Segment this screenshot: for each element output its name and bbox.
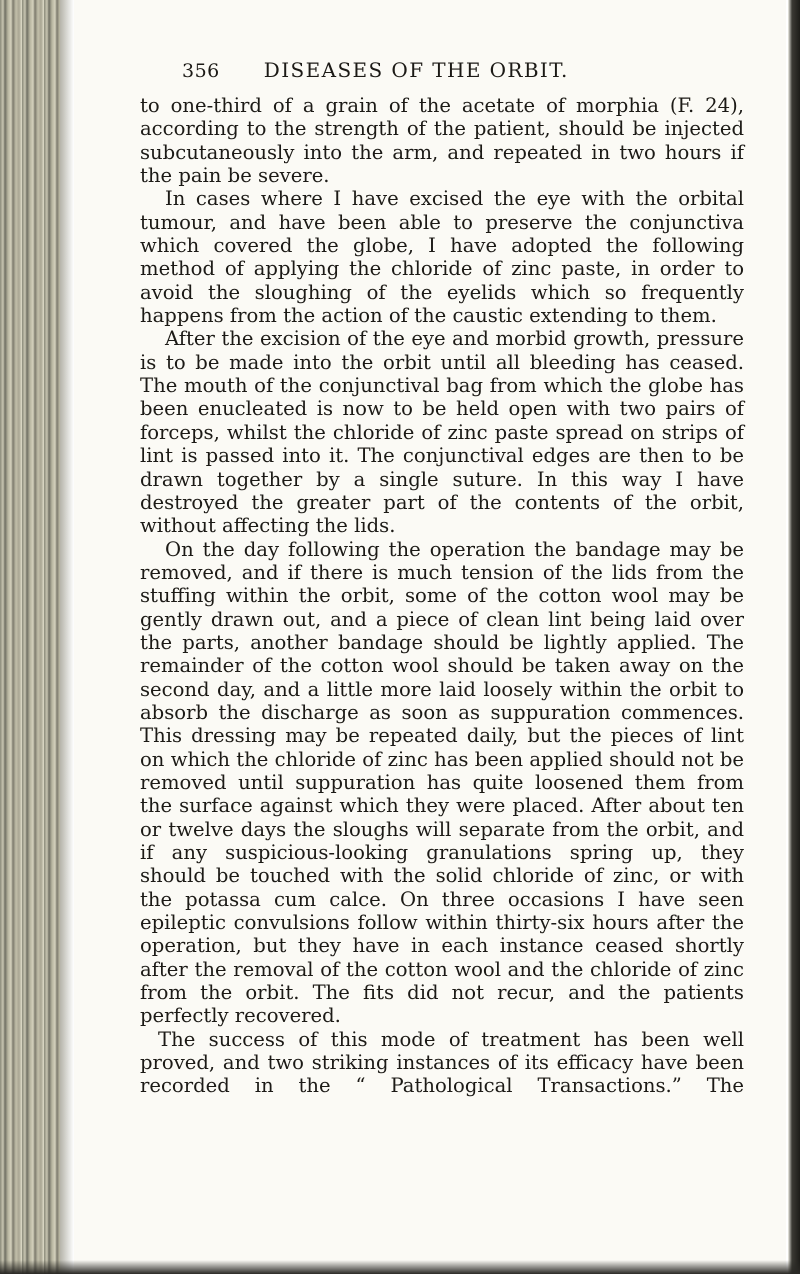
page-bottom-edge xyxy=(0,1260,800,1274)
paragraph-day-following: On the day following the operation the bandage may be removed, and if there is much tension of the lids from the stuffing within the orbit, some of the cotton wool may be gently drawn out, and a piece of clean lint being laid over the parts, another bandage should be lightly applied. The remainder of the cotton wool should be taken away on the second day, and a little more laid loosely within the orbit to absorb the discharge as soon as suppuration commences. This dressing may be repeated daily, but the pieces of lint on which the chloride of zinc has been applied should not be removed until suppuration has quite loosened them from the surface against which they were placed. After about ten or twelve days the sloughs will separate from the orbit, and if any suspicious-looking granulations spring up, they should be touched with the solid chloride of zinc, or with the potassa cum calce. On three occasions I have seen epileptic convulsions follow within thirty-six hours after the operation, but they have in each instance ceased shortly after the removal of the cotton wool and the chloride of zinc from the orbit. The fits did not recur, and the patients perfectly recovered. xyxy=(140,537,744,1028)
paragraph-continued: to one-third of a grain of the acetate of morphia (F. 24), according to the strength of the patient, should be injected subcutaneously into the arm, and repeated in two hours if the pain be severe. xyxy=(140,94,744,188)
paragraph-success: The success of this mode of treatment has been well proved, and two striking instances of its efficacy have been recorded in the “ Pathological Transactions.” The xyxy=(140,1027,744,1098)
body-text xyxy=(140,94,744,1098)
page-right-edge xyxy=(788,0,800,1274)
running-head-title: DISEASES OF THE ORBIT. xyxy=(263,58,569,82)
book-binding xyxy=(0,0,60,1274)
running-head xyxy=(182,58,742,86)
paragraph-excision: After the excision of the eye and morbid growth, pressure is to be made into the orbit until all bleeding has ceased. The mouth of the conjunctival bag from which the globe has been enucleated is now to be held open with two pairs of forceps, whilst the chloride of zinc paste spread on strips of lint is passed into it. The conjunctival edges are then to be drawn together by a single suture. In this way I have destroyed the greater part of the contents of the orbit, without affecting the lids. xyxy=(140,327,744,538)
paragraph-orbital-tumour: In cases where I have excised the eye with the orbital tumour, and have been able to preserve the conjunctiva which covered the globe, I have adopted the following method of applying the chloride of zinc paste, in order to avoid the sloughing of the eyelids which so frequently happens from the action of the caustic extending to them. xyxy=(140,187,744,328)
page-number: 356 xyxy=(182,60,220,82)
